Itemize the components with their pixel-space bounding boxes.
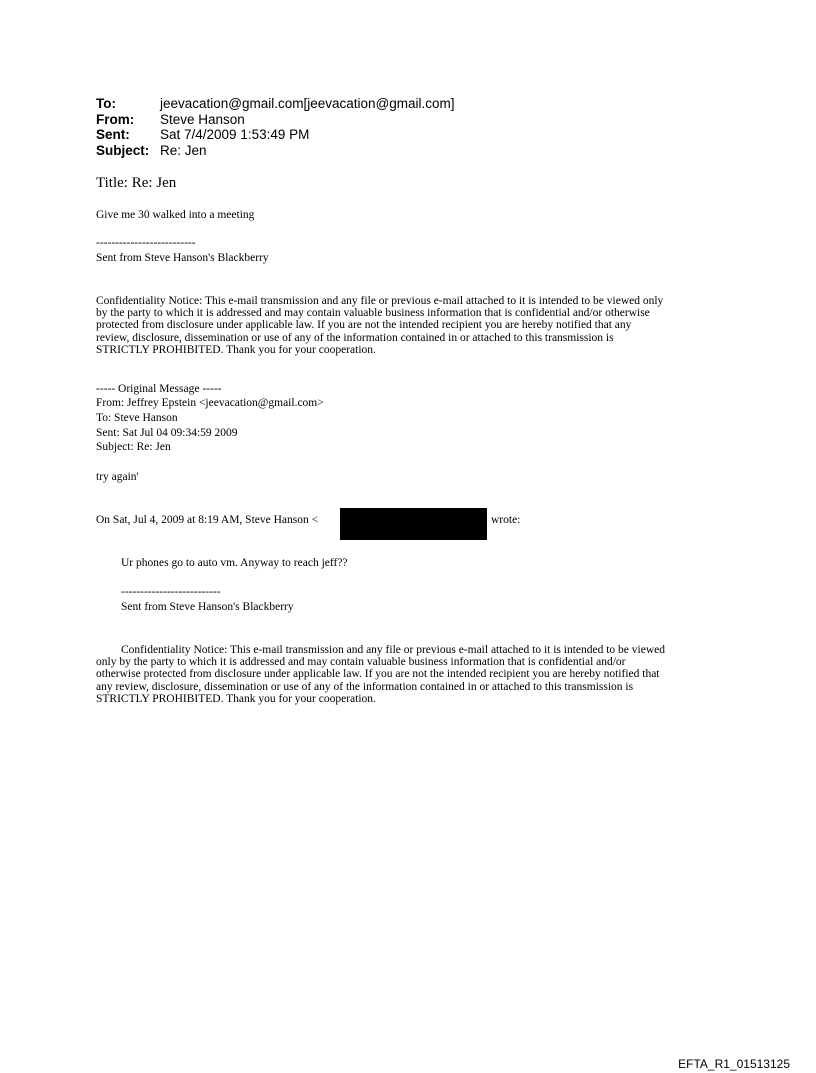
body-signature: Sent from Steve Hanson's Blackberry [96,252,269,264]
original-sent: Sent: Sat Jul 04 09:34:59 2009 [96,427,238,439]
notice-line: Confidentiality Notice: This e-mail transmission and any file or previous e-mail attached to it is intended to be viewed [121,644,665,656]
body-confidentiality-notice [96,295,722,356]
from-label: From: [96,111,135,127]
subject-value: Re: Jen [160,142,207,158]
sent-value: Sat 7/4/2009 1:53:49 PM [160,127,310,142]
original-to: To: Steve Hanson [96,412,178,424]
header-sent-row [96,127,455,143]
document-id: EFTA_R1_01513125 [678,1057,790,1071]
header-from-row [96,112,455,128]
quoted-confidentiality-notice [96,644,722,705]
notice-line: review, disclosure, dissemination or use of any of the information contained in or attached to this transmission is [96,331,614,344]
quoted-signature: Sent from Steve Hanson's Blackberry [121,601,294,613]
notice-line: Confidentiality Notice: This e-mail transmission and any file or previous e-mail attached to it is intended to be viewed only [96,295,664,307]
to-label: To: [96,96,116,111]
redaction-block [340,508,487,540]
email-title: Title: Re: Jen [96,175,177,191]
from-value: Steve Hanson [160,111,245,127]
quoted-intro: On Sat, Jul 4, 2009 at 8:19 AM, Steve Hanson < [96,514,319,526]
subject-label: Subject: [96,142,150,158]
notice-line: otherwise protected from disclosure under applicable law. If you are not the intended recipient you are hereby notified that [96,668,660,681]
quoted-wrote: wrote: [491,514,521,526]
notice-line: STRICTLY PROHIBITED. Thank you for your cooperation. [96,692,376,705]
header-to-row [96,96,455,112]
notice-line: any review, disclosure, dissemination or use of any of the information contained in or attached to this transmission is [96,680,634,693]
notice-line: only by the party to which it is addressed and may contain valuable business information that is confidential and/or [96,656,626,669]
original-message-heading: ----- Original Message ----- [96,383,222,395]
notice-line: STRICTLY PROHIBITED. Thank you for your cooperation. [96,343,376,356]
original-from: From: Jeffrey Epstein <jeevacation@gmail.com> [96,397,324,409]
notice-line: by the party to which it is addressed and may contain valuable business information that is confidential and/or otherwise [96,307,650,320]
body-message: Give me 30 walked into a meeting [96,209,255,221]
sent-label: Sent: [96,127,130,142]
to-value: jeevacation@gmail.com[jeevacation@gmail.com] [160,96,455,111]
quoted-separator: -------------------------- [121,586,221,598]
original-message: try again' [96,471,139,483]
notice-line: protected from disclosure under applicable law. If you are not the intended recipient you are hereby notified that any [96,319,632,332]
body-separator: -------------------------- [96,237,196,249]
quoted-message: Ur phones go to auto vm. Anyway to reach jeff?? [121,557,348,569]
original-subject: Subject: Re: Jen [96,441,171,453]
email-header-block [96,96,455,158]
header-subject-row [96,143,455,159]
